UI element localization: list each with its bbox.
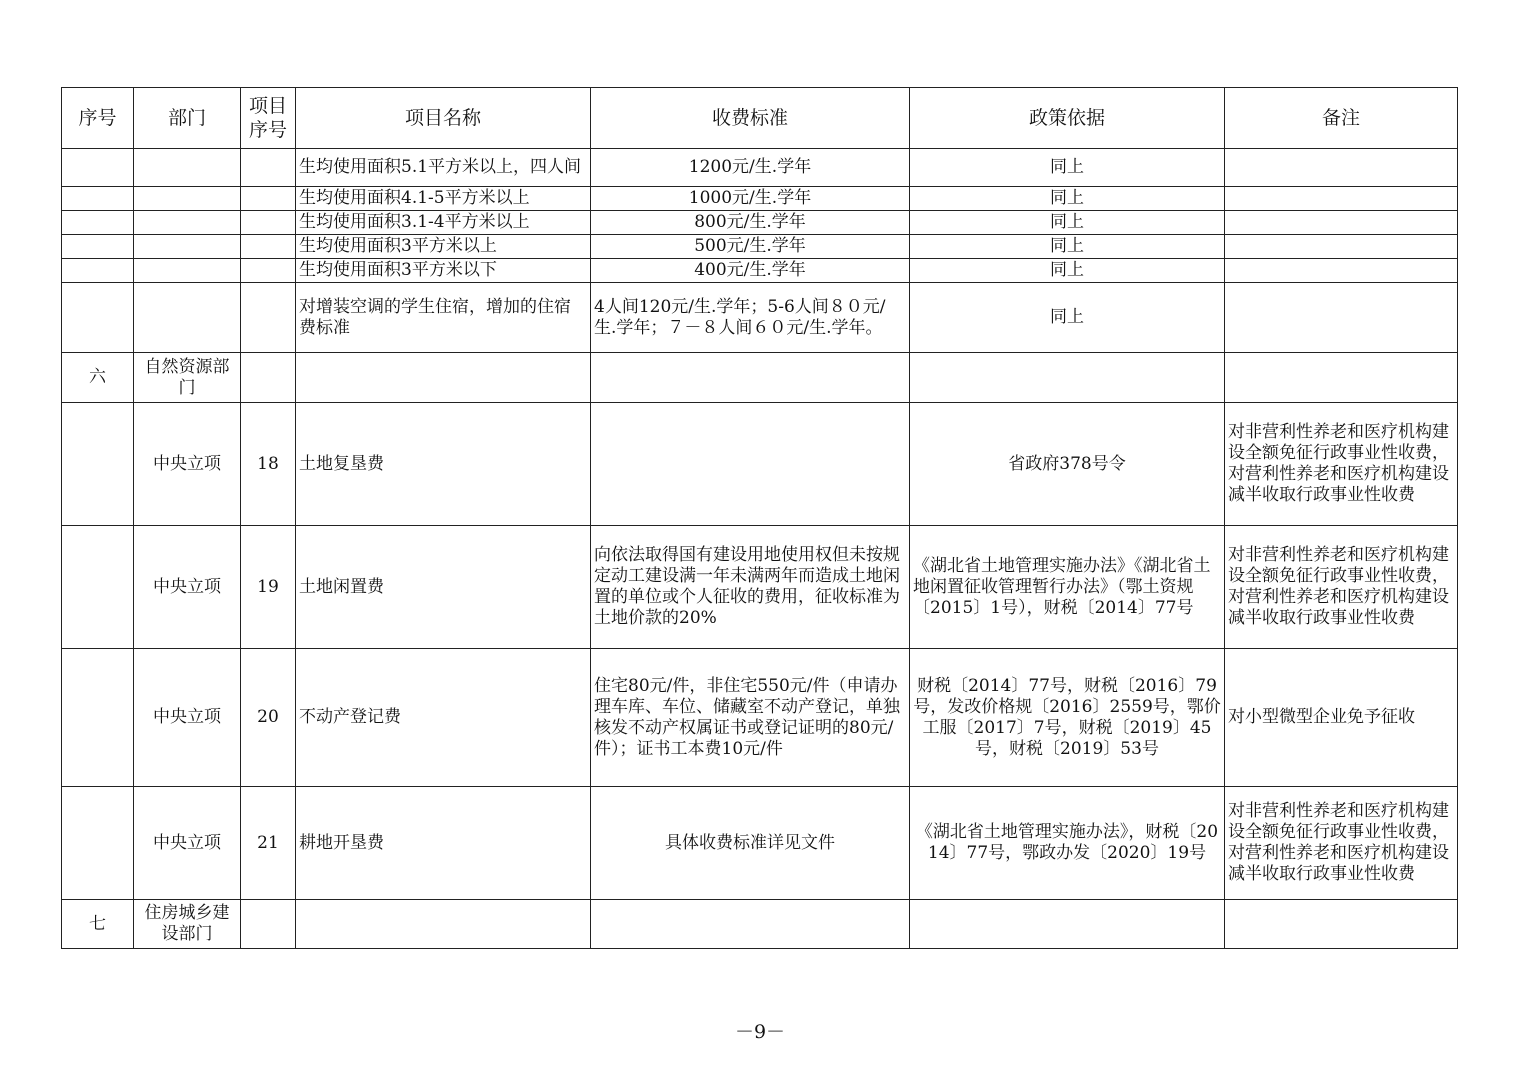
cell-dept (134, 187, 241, 211)
table-row (62, 526, 1458, 649)
cell-item-no: 20 (241, 649, 296, 787)
cell-fee-standard: 500元/生.学年 (591, 235, 910, 259)
cell-seq: 六 (62, 353, 134, 403)
cell-item-no (241, 235, 296, 259)
cell-item-name (296, 353, 591, 403)
cell-dept: 自然资源部门 (134, 353, 241, 403)
cell-policy-basis: 《湖北省土地管理实施办法》，财税〔2014〕77号，鄂政办发〔2020〕19号 (910, 787, 1225, 900)
cell-remarks (1225, 259, 1458, 283)
cell-item-no (241, 259, 296, 283)
cell-dept (134, 259, 241, 283)
cell-dept (134, 235, 241, 259)
cell-dept: 中央立项 (134, 649, 241, 787)
cell-seq (62, 187, 134, 211)
cell-policy-basis: 同上 (910, 187, 1225, 211)
cell-remarks: 对非营利性养老和医疗机构建设全额免征行政事业性收费，对营利性养老和医疗机构建设减半收取行政事业性收费 (1225, 403, 1458, 526)
table-row (62, 787, 1458, 900)
cell-seq (62, 526, 134, 649)
cell-item-name: 生均使用面积5.1平方米以上，四人间 (296, 149, 591, 187)
cell-item-name: 土地闲置费 (296, 526, 591, 649)
header-item-no: 项目序号 (241, 88, 296, 149)
header-dept: 部门 (134, 88, 241, 149)
cell-item-name: 生均使用面积3平方米以上 (296, 235, 591, 259)
cell-item-name (296, 900, 591, 949)
cell-item-no (241, 211, 296, 235)
cell-remarks (1225, 235, 1458, 259)
cell-dept: 住房城乡建设部门 (134, 900, 241, 949)
cell-policy-basis: 同上 (910, 211, 1225, 235)
cell-item-no (241, 187, 296, 211)
cell-seq (62, 235, 134, 259)
table-row (62, 353, 1458, 403)
cell-remarks: 对非营利性养老和医疗机构建设全额免征行政事业性收费，对营利性养老和医疗机构建设减半收取行政事业性收费 (1225, 787, 1458, 900)
table-row (62, 283, 1458, 353)
cell-fee-standard: 1200元/生.学年 (591, 149, 910, 187)
cell-fee-standard: 1000元/生.学年 (591, 187, 910, 211)
cell-item-name: 耕地开垦费 (296, 787, 591, 900)
cell-fee-standard: 具体收费标准详见文件 (591, 787, 910, 900)
header-policy-basis: 政策依据 (910, 88, 1225, 149)
cell-fee-standard (591, 900, 910, 949)
cell-remarks (1225, 149, 1458, 187)
cell-policy-basis (910, 900, 1225, 949)
cell-dept: 中央立项 (134, 787, 241, 900)
cell-policy-basis: 同上 (910, 259, 1225, 283)
cell-seq (62, 211, 134, 235)
cell-policy-basis: 财税〔2014〕77号，财税〔2016〕79号，发改价格规〔2016〕2559号，鄂价工服〔2017〕7号，财税〔2019〕45号，财税〔2019〕53号 (910, 649, 1225, 787)
cell-item-no: 19 (241, 526, 296, 649)
cell-fee-standard: 400元/生.学年 (591, 259, 910, 283)
cell-seq (62, 149, 134, 187)
table-row (62, 187, 1458, 211)
header-item-name: 项目名称 (296, 88, 591, 149)
cell-item-no (241, 900, 296, 949)
cell-remarks (1225, 211, 1458, 235)
fee-table (61, 87, 1458, 949)
cell-policy-basis (910, 353, 1225, 403)
cell-item-name: 生均使用面积3平方米以下 (296, 259, 591, 283)
cell-item-name: 不动产登记费 (296, 649, 591, 787)
table-header-row (62, 88, 1458, 149)
cell-item-no (241, 149, 296, 187)
cell-seq (62, 787, 134, 900)
cell-dept: 中央立项 (134, 526, 241, 649)
cell-dept (134, 149, 241, 187)
cell-item-name: 对增装空调的学生住宿，增加的住宿费标准 (296, 283, 591, 353)
page-number: －9－ (734, 1021, 786, 1043)
cell-remarks (1225, 353, 1458, 403)
cell-remarks: 对非营利性养老和医疗机构建设全额免征行政事业性收费，对营利性养老和医疗机构建设减半收取行政事业性收费 (1225, 526, 1458, 649)
table-row (62, 235, 1458, 259)
cell-fee-standard: 800元/生.学年 (591, 211, 910, 235)
table-row (62, 259, 1458, 283)
table-row (62, 649, 1458, 787)
cell-remarks: 对小型微型企业免予征收 (1225, 649, 1458, 787)
cell-item-no: 21 (241, 787, 296, 900)
cell-fee-standard (591, 403, 910, 526)
header-remarks: 备注 (1225, 88, 1458, 149)
cell-seq (62, 259, 134, 283)
cell-fee-standard (591, 353, 910, 403)
cell-item-name: 土地复垦费 (296, 403, 591, 526)
header-seq: 序号 (62, 88, 134, 149)
cell-policy-basis: 《湖北省土地管理实施办法》《湖北省土地闲置征收管理暂行办法》（鄂土资规〔2015〕1号），财税〔2014〕77号 (910, 526, 1225, 649)
cell-seq (62, 649, 134, 787)
cell-fee-standard: 4人间120元/生.学年；5-6人间８０元/生.学年；７－８人间６０元/生.学年。 (591, 283, 910, 353)
table-row (62, 149, 1458, 187)
table-row (62, 900, 1458, 949)
cell-dept (134, 283, 241, 353)
cell-item-no (241, 353, 296, 403)
cell-fee-standard: 住宅80元/件，非住宅550元/件（申请办理车库、车位、储藏室不动产登记，单独核发不动产权属证书或登记证明的80元/件）；证书工本费10元/件 (591, 649, 910, 787)
cell-dept (134, 211, 241, 235)
cell-item-no (241, 283, 296, 353)
cell-policy-basis: 同上 (910, 235, 1225, 259)
cell-item-no: 18 (241, 403, 296, 526)
cell-dept: 中央立项 (134, 403, 241, 526)
cell-item-name: 生均使用面积3.1-4平方米以上 (296, 211, 591, 235)
table-row (62, 403, 1458, 526)
table-row (62, 211, 1458, 235)
cell-policy-basis: 同上 (910, 149, 1225, 187)
cell-policy-basis: 同上 (910, 283, 1225, 353)
cell-fee-standard: 向依法取得国有建设用地使用权但未按规定动工建设满一年未满两年而造成土地闲置的单位或个人征收的费用，征收标准为土地价款的20% (591, 526, 910, 649)
cell-remarks (1225, 900, 1458, 949)
cell-seq (62, 403, 134, 526)
cell-seq (62, 283, 134, 353)
cell-remarks (1225, 187, 1458, 211)
cell-policy-basis: 省政府378号令 (910, 403, 1225, 526)
cell-remarks (1225, 283, 1458, 353)
cell-seq: 七 (62, 900, 134, 949)
cell-item-name: 生均使用面积4.1-5平方米以上 (296, 187, 591, 211)
header-fee-standard: 收费标准 (591, 88, 910, 149)
